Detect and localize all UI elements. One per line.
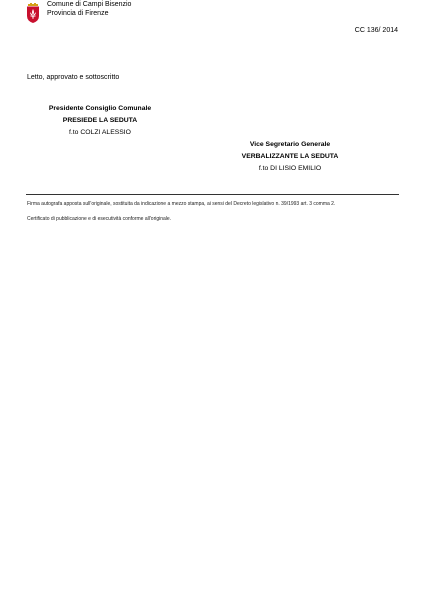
signer-name: f.to COLZI ALESSIO: [69, 129, 131, 136]
document-reference: CC 136/ 2014: [354, 27, 398, 34]
signature-block-president: [30, 103, 170, 139]
signature-block-secretary: [220, 139, 360, 175]
certificate-note: Certificato di pubblicazione e di esecutività conforme all'originale.: [27, 216, 172, 222]
letterhead: [47, 1, 131, 18]
signer-function: PRESIEDE LA SEDUTA: [62, 117, 138, 124]
municipal-crest-icon: [26, 3, 40, 23]
signer-name: f.to DI LISIO EMILIO: [258, 165, 322, 172]
section-divider: [26, 194, 399, 195]
autograph-note: Firma autografa apposta sull'originale, sostituita da indicazione a mezzo stampa, ai sensi del Decreto legislativo n. 39/1993 art. 3 comma 2.: [27, 201, 336, 207]
province-name: Provincia di Firenze: [47, 9, 109, 17]
signer-function: VERBALIZZANTE LA SEDUTA: [241, 153, 339, 160]
signer-role: Vice Segretario Generale: [249, 141, 331, 148]
approved-statement: Letto, approvato e sottoscritto: [27, 74, 120, 81]
signer-role: Presidente Consiglio Comunale: [48, 105, 152, 112]
municipality-name: Comune di Campi Bisenzio: [47, 1, 132, 8]
